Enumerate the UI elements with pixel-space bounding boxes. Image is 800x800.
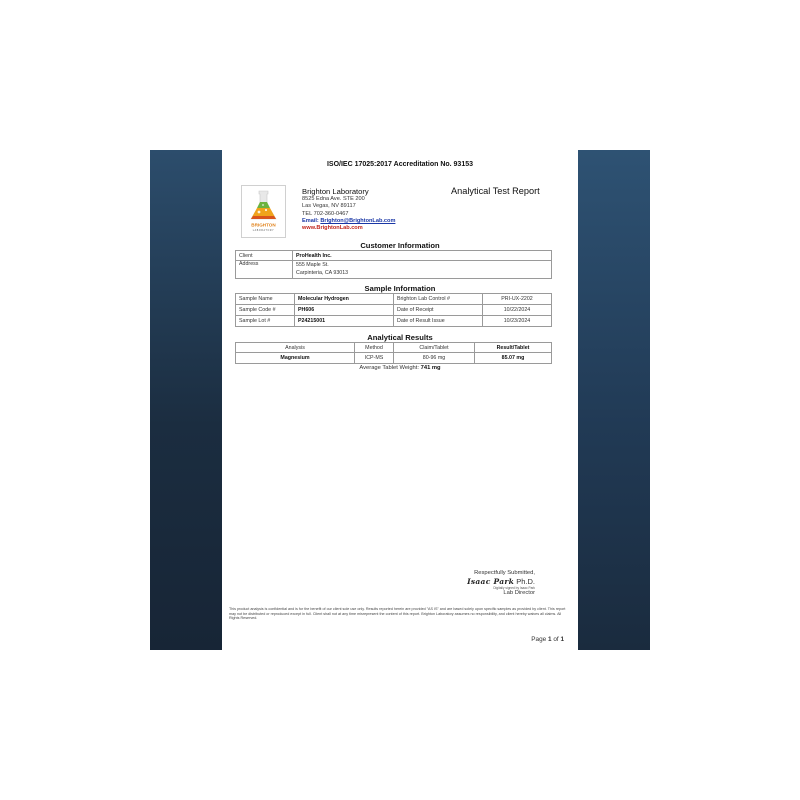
- sample-row-label: Sample Name: [236, 294, 295, 305]
- table-row: [236, 305, 552, 316]
- report-document: [222, 150, 578, 650]
- results-table: [235, 342, 552, 364]
- sample-row-label: Sample Lot #: [236, 316, 295, 327]
- right-background-panel: [578, 150, 650, 650]
- digital-signature-note: Digitally signed by Isaac Park: [493, 586, 535, 590]
- lab-phone: TEL 702-360-0467: [302, 210, 349, 217]
- signature-name: [467, 577, 535, 586]
- lab-website-link[interactable]: www.BrightonLab.com: [302, 225, 363, 232]
- signature-block: [467, 570, 535, 597]
- lab-email-link[interactable]: Brighton@BrightonLab.com: [320, 217, 396, 224]
- sample-row-value: Molecular Hydrogen: [295, 294, 394, 305]
- sample-row-value: PH606: [295, 305, 394, 316]
- signature-suffix: Ph.D.: [516, 577, 535, 586]
- lab-name: Brighton Laboratory: [302, 187, 369, 196]
- table-row: [236, 316, 552, 327]
- avg-value: 741 mg: [420, 365, 441, 371]
- address-line1: 555 Maple St.: [296, 262, 329, 268]
- sample-info-table: [235, 293, 552, 327]
- logo-line2: LABORATORY: [252, 230, 275, 232]
- results-claim: 80-96 mg: [394, 353, 475, 364]
- results-method: ICP-MS: [355, 353, 394, 364]
- sample-row-label: Sample Code #: [236, 305, 295, 316]
- results-header-method: Method: [355, 343, 394, 353]
- page-number: [531, 636, 564, 643]
- sample-row-value2: 10/22/2024: [483, 305, 552, 316]
- client-label: Client: [236, 251, 293, 261]
- table-row: [236, 343, 552, 353]
- accreditation-header: ISO/IEC 17025:2017 Accreditation No. 93153: [326, 161, 474, 168]
- lab-email-label: Email:: [302, 217, 319, 224]
- avg-label: Average Tablet Weight:: [359, 365, 419, 371]
- brighton-logo: [241, 185, 286, 238]
- logo-line1: BRIGHTON: [251, 222, 276, 228]
- table-row: [236, 353, 552, 364]
- results-title: [222, 333, 578, 342]
- sample-info-title: [222, 284, 578, 293]
- results-header-analysis: Analysis: [236, 343, 355, 353]
- lab-address-line2: Las Vegas, NV 89117: [302, 203, 356, 210]
- sample-row-label2: Date of Receipt: [394, 305, 483, 316]
- client-value: ProHealth Inc.: [293, 251, 552, 261]
- signature-intro: Respectfully Submitted,: [474, 570, 535, 576]
- results-header-claim: Claim/Tablet: [394, 343, 475, 353]
- table-row: [236, 251, 552, 261]
- lab-contact-block: [302, 187, 395, 232]
- average-tablet-weight: [222, 365, 578, 371]
- sample-row-value2: 10/23/2024: [483, 316, 552, 327]
- results-title-text: Analytical Results: [367, 333, 433, 342]
- customer-info-table: [235, 250, 552, 279]
- table-row: [236, 294, 552, 305]
- signature-title: Lab Director: [503, 590, 535, 596]
- results-analysis: Magnesium: [236, 353, 355, 364]
- page-of: of: [553, 636, 559, 643]
- results-header-result: Result/Tablet: [475, 343, 552, 353]
- customer-info-title: [222, 241, 578, 250]
- address-label: Address: [236, 261, 293, 279]
- sample-info-title-text: Sample Information: [364, 284, 436, 293]
- table-row: [236, 261, 552, 279]
- sample-row-label2: Brighton Lab Control #: [394, 294, 483, 305]
- lab-email-line: [302, 218, 395, 225]
- sample-row-value: P24215001: [295, 316, 394, 327]
- address-value: [293, 261, 552, 279]
- sample-row-value2: PRI-UX-2202: [483, 294, 552, 305]
- left-background-panel: [150, 150, 222, 650]
- disclaimer-text: This product analysis is confidential and is for the benefit of our client sole use only. Results reported herein are provided "AS IS" and are based solely upon specific samples as provided by client. This report may not be distributed or reproduced except in full. Client shall not at any time misrepresent the content of this report. Brighton Laboratory assumes no responsibility, and client hereby waives all claims. All Rights Reserved.: [229, 607, 566, 621]
- signature-script-name: Isaac Park: [467, 577, 515, 586]
- address-line2: Carpinteria, CA 93013: [296, 269, 349, 276]
- page-current: 1: [547, 636, 552, 643]
- page-prefix: Page: [531, 636, 547, 643]
- results-result: 85.07 mg: [475, 353, 552, 364]
- lab-address-line1: 8525 Edna Ave. STE 200: [302, 196, 365, 202]
- customer-info-title-text: Customer Information: [360, 241, 440, 250]
- page-total: 1: [560, 636, 564, 643]
- sample-row-label2: Date of Result Issue: [394, 316, 483, 327]
- report-title: Analytical Test Report: [451, 186, 540, 196]
